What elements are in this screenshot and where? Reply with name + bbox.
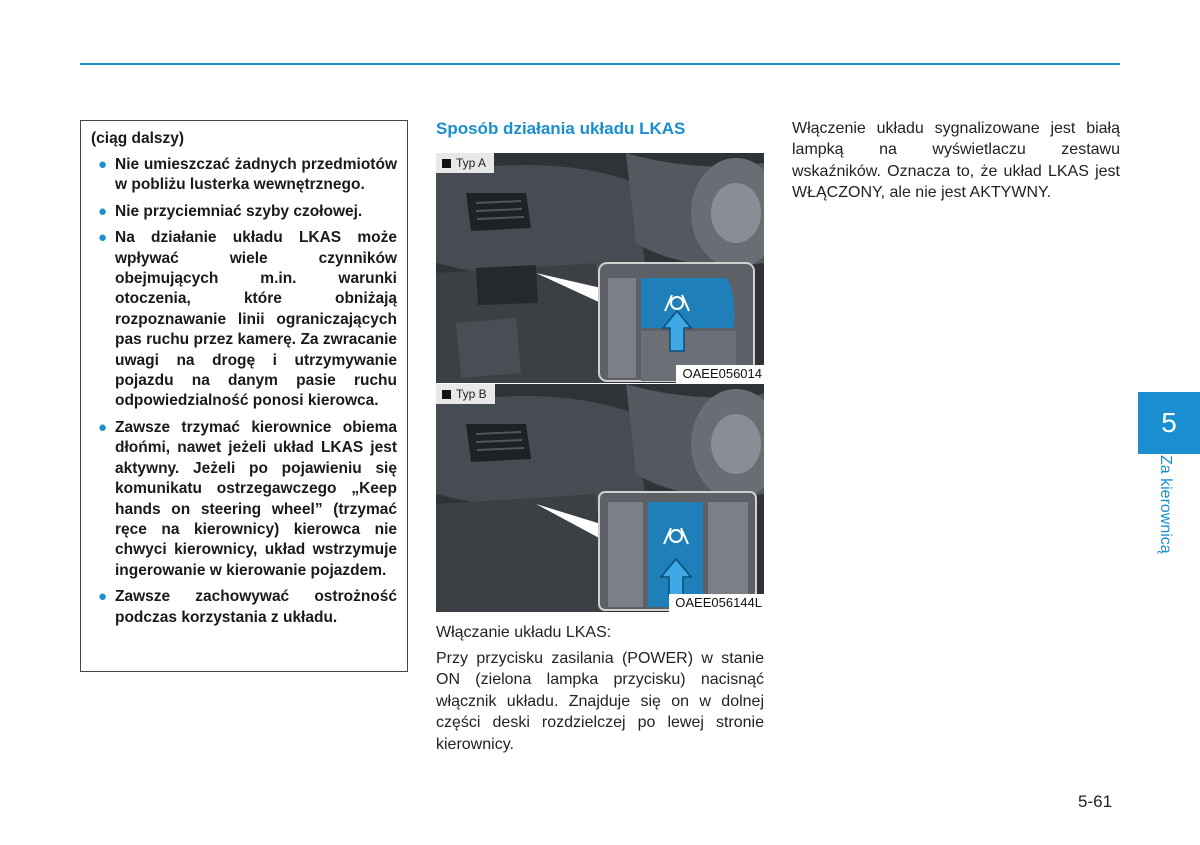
caution-item-text: Zawsze trzymać kierownice obiema dłońmi, nawet jeżeli układ LKAS jest aktywny. Jeżeli po pojawieniu się komunikatu ostrzegawczego „Keep hands on steering wheel” (trzymać ręce na kierownicy) kierowca nie chwyci kierownicy, układ wstrzymuje ingerowanie w kierowanie pojazdem. [115, 418, 397, 579]
bullet-icon: ● [98, 418, 108, 436]
chapter-number-tab: 5 [1138, 392, 1200, 454]
body-paragraph-instructions: Przy przycisku zasilania (POWER) w stanie ON (zielona lampka przycisku) nacisnąć włącznik układu. Znajduje się on w dolnej części deski rozdzielczej po lewej stronie kierownicy. [436, 650, 764, 753]
figure-type-a [436, 153, 764, 383]
figure-code: OAEE056144L [669, 594, 764, 612]
caution-item-text: Nie przyciemniać szyby czołowej. [115, 202, 363, 220]
right-column-paragraph: Włączenie układu sygnalizowane jest białą lampką na wyświetlaczu zestawu wskaźników. Oznacza to, że układ LKAS jest WŁĄCZONY, ale nie jest AKTYWNY. [792, 120, 1120, 202]
bullet-icon: ● [98, 229, 108, 247]
caution-item [91, 418, 397, 581]
caution-item-text: Na działanie układu LKAS może wpływać wiele czynników obejmujących m.in. warunki otoczenia, które obniżają rozpoznawanie linii ograniczających pas ruchu przez kamerę. Za zwracanie uwagi na drogę i utrzymywanie pojazdu na danym pasie ruchu odpowiedzialność ponosi kierowca. [115, 229, 397, 410]
bullet-icon: ● [98, 156, 108, 173]
caution-item [91, 587, 397, 628]
dashboard-illustration [436, 153, 764, 383]
figure-label-text: Typ B [456, 387, 487, 401]
caution-item [91, 228, 397, 412]
caution-item [91, 202, 397, 222]
caution-heading: (ciąg dalszy) [91, 130, 185, 147]
bullet-icon: ● [98, 202, 108, 220]
page-number: 5-61 [1078, 792, 1113, 811]
square-bullet-icon [442, 159, 451, 168]
body-paragraph-intro: Włączanie układu LKAS: [436, 624, 612, 641]
figure-label-text: Typ A [456, 156, 487, 170]
square-bullet-icon [442, 390, 451, 399]
figure-type-b [436, 384, 764, 612]
caution-item-text: Zawsze zachowywać ostrożność podczas korzystania z układu. [115, 588, 397, 626]
caution-box [80, 120, 408, 672]
section-title: Sposób działania układu LKAS [436, 119, 686, 138]
figure-code: OAEE056014 [676, 365, 764, 383]
top-rule [80, 63, 1120, 65]
chapter-name: Za kierownicą [1157, 455, 1174, 554]
caution-item [91, 155, 397, 196]
caution-list [91, 155, 397, 628]
figure-label [436, 384, 495, 404]
dashboard-illustration [436, 384, 764, 612]
caution-item-text: Nie umieszczać żadnych przedmiotów w pobliżu lusterka wewnętrznego. [115, 156, 397, 194]
figure-label [436, 153, 494, 173]
bullet-icon: ● [98, 588, 108, 606]
